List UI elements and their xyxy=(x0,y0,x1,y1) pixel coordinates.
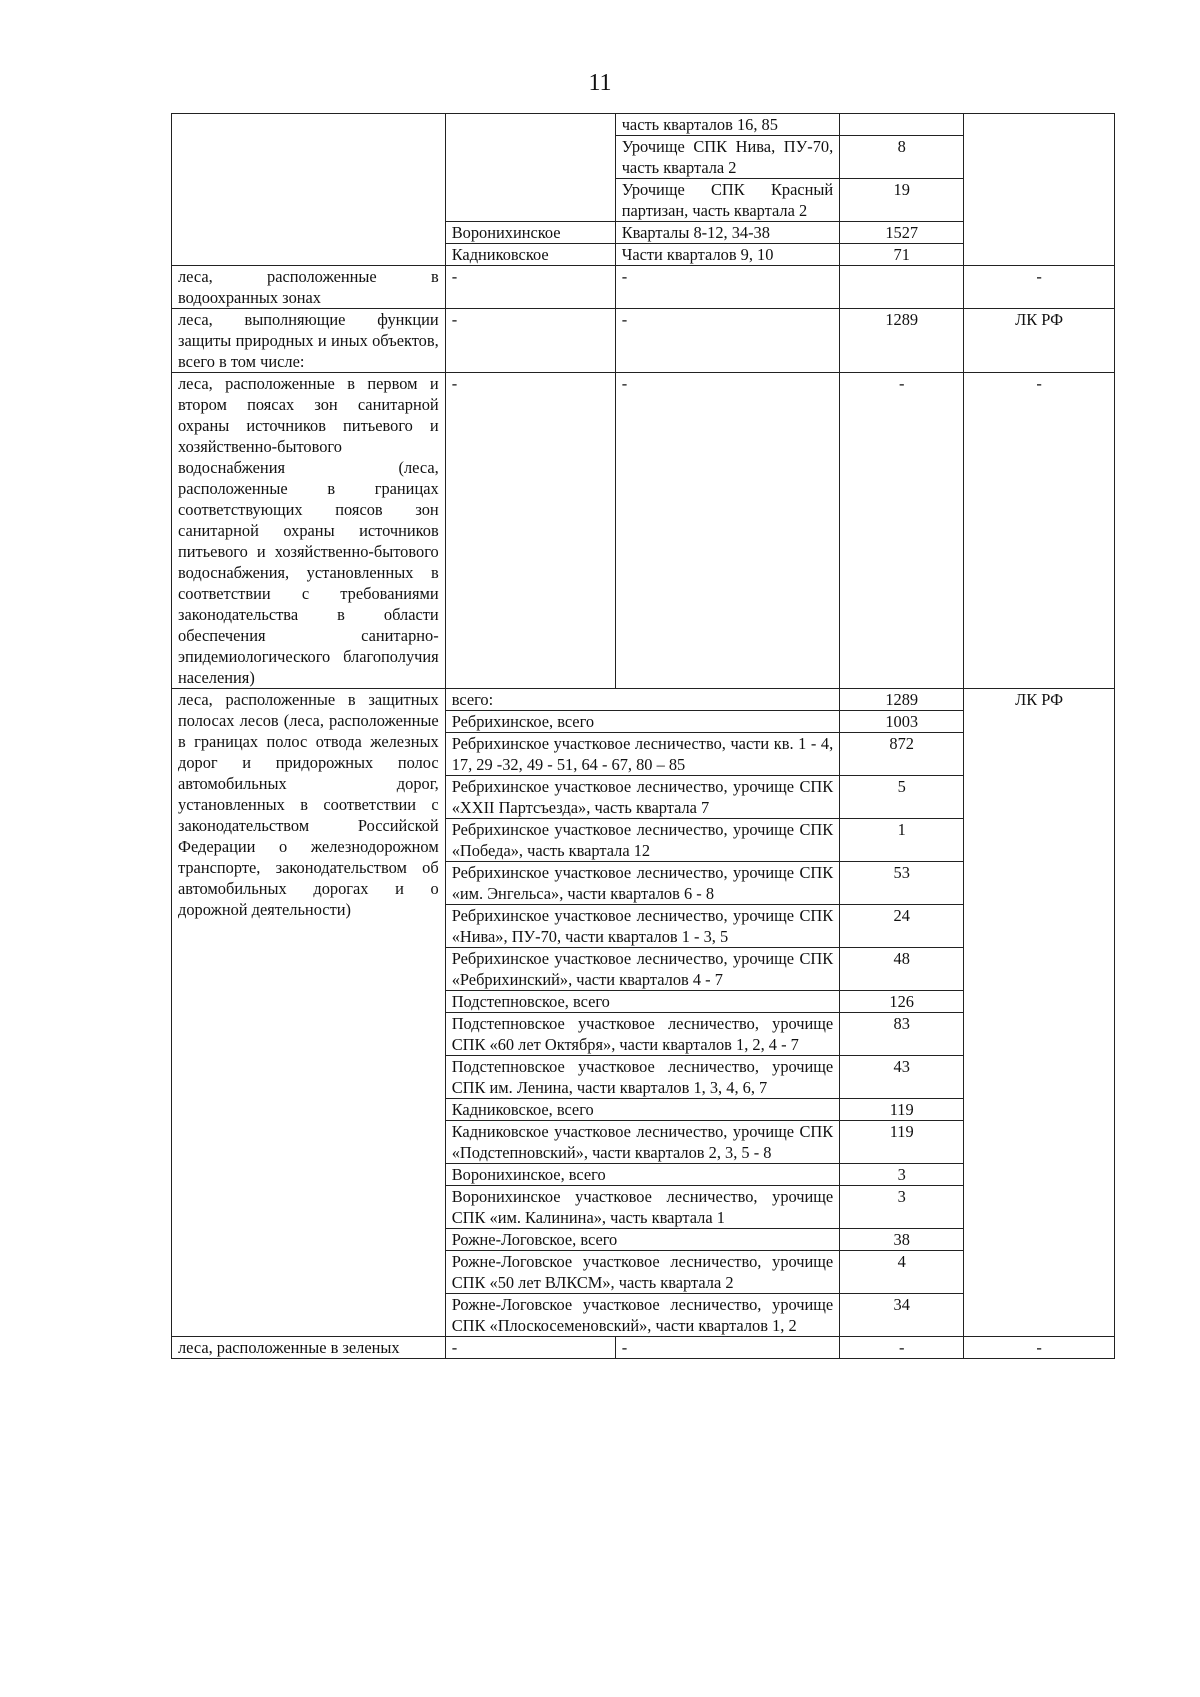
area-cell: 34 xyxy=(840,1294,964,1337)
forestry-cell: Кадниковское xyxy=(445,244,615,266)
area-cell: 119 xyxy=(840,1099,964,1121)
location-cell: Ребрихинское участковое лесничество, урочище СПК «XXII Партсъезда», часть квартала 7 xyxy=(445,776,840,819)
location-cell: - xyxy=(615,373,840,689)
location-cell: Рожне-Логовское, всего xyxy=(445,1229,840,1251)
area-cell: 8 xyxy=(840,136,964,179)
area-cell xyxy=(840,266,964,309)
location-cell: Урочище СПК Нива, ПУ-70, часть квартала 2 xyxy=(615,136,840,179)
forestry-cell: - xyxy=(445,373,615,689)
area-cell: 1003 xyxy=(840,711,964,733)
location-cell: Ребрихинское, всего xyxy=(445,711,840,733)
basis-cell: - xyxy=(964,266,1115,309)
location-cell: Ребрихинское участковое лесничество, части кв. 1 - 4, 17, 29 -32, 49 - 51, 64 - 67, 80 – 85 xyxy=(445,733,840,776)
location-cell: Кадниковское участковое лесничество, урочище СПК «Подстепновский», части кварталов 2, 3, 5 - 8 xyxy=(445,1121,840,1164)
area-cell: 3 xyxy=(840,1186,964,1229)
area-cell: 1 xyxy=(840,819,964,862)
location-cell: - xyxy=(615,1337,840,1359)
category-cell: леса, расположенные в защитных полосах лесов (леса, расположенные в границах полос отвода железных дорог и придорожных полос автомобильных дорог, установленных в соответствии с законодательством Российской Федерации о железнодорожном транспорте, законодательством об автомобильных дорогах и о дорожной деятельности) xyxy=(172,689,446,1337)
forestry-cell: - xyxy=(445,309,615,373)
basis-cell: ЛК РФ xyxy=(964,689,1115,1337)
location-cell: Ребрихинское участковое лесничество, урочище СПК «Ребрихинский», части кварталов 4 - 7 xyxy=(445,948,840,991)
location-cell: Подстепновское участковое лесничество, урочище СПК им. Ленина, части кварталов 1, 3, 4, 6, 7 xyxy=(445,1056,840,1099)
location-cell: Ребрихинское участковое лесничество, урочище СПК «им. Энгельса», части кварталов 6 - 8 xyxy=(445,862,840,905)
location-cell: Кварталы 8-12, 34-38 xyxy=(615,222,840,244)
location-cell: Подстепновское, всего xyxy=(445,991,840,1013)
location-cell: часть кварталов 16, 85 xyxy=(615,114,840,136)
forestry-cell-empty xyxy=(445,114,615,222)
table-row xyxy=(172,689,1115,711)
table-row xyxy=(172,309,1115,373)
area-cell: 126 xyxy=(840,991,964,1013)
area-cell: 872 xyxy=(840,733,964,776)
area-cell: 48 xyxy=(840,948,964,991)
table-row xyxy=(172,114,1115,136)
area-cell: 3 xyxy=(840,1164,964,1186)
area-cell: 119 xyxy=(840,1121,964,1164)
area-cell: 5 xyxy=(840,776,964,819)
area-cell: 43 xyxy=(840,1056,964,1099)
area-cell: 24 xyxy=(840,905,964,948)
location-cell: Ребрихинское участковое лесничество, урочище СПК «Победа», часть квартала 12 xyxy=(445,819,840,862)
area-cell: 1289 xyxy=(840,689,964,711)
location-cell: - xyxy=(615,266,840,309)
location-cell: Урочище СПК Красный партизан, часть квартала 2 xyxy=(615,179,840,222)
forestry-cell: - xyxy=(445,1337,615,1359)
category-cell: леса, расположенные в первом и втором поясах зон санитарной охраны источников питьевого и хозяйственно-бытового водоснабжения (леса, расположенные в границах соответствующих поясов зон санитарной охраны источников питьевого и хозяйственно-бытового водоснабжения, установленных в соответствии с требованиями законодательства в области обеспечения санитарно-эпидемиологического благополучия населения) xyxy=(172,373,446,689)
forestry-cell: - xyxy=(445,266,615,309)
area-cell: - xyxy=(840,373,964,689)
basis-cell: - xyxy=(964,1337,1115,1359)
location-cell: Воронихинское, всего xyxy=(445,1164,840,1186)
page-number: 11 xyxy=(588,70,612,96)
forest-category-table xyxy=(171,113,1115,1359)
basis-cell: - xyxy=(964,373,1115,689)
table-row xyxy=(172,373,1115,689)
area-cell: - xyxy=(840,1337,964,1359)
area-cell: 19 xyxy=(840,179,964,222)
location-cell: Рожне-Логовское участковое лесничество, урочище СПК «50 лет ВЛКСМ», часть квартала 2 xyxy=(445,1251,840,1294)
location-cell: Кадниковское, всего xyxy=(445,1099,840,1121)
area-cell: 83 xyxy=(840,1013,964,1056)
location-cell: Рожне-Логовское участковое лесничество, урочище СПК «Плоскосеменовский», части кварталов 1, 2 xyxy=(445,1294,840,1337)
location-cell: Воронихинское участковое лесничество, урочище СПК «им. Калинина», часть квартала 1 xyxy=(445,1186,840,1229)
area-cell: 53 xyxy=(840,862,964,905)
location-cell: Подстепновское участковое лесничество, урочище СПК «60 лет Октября», части кварталов 1, 2, 4 - 7 xyxy=(445,1013,840,1056)
area-cell: 1527 xyxy=(840,222,964,244)
area-cell: 38 xyxy=(840,1229,964,1251)
basis-cell-empty xyxy=(964,114,1115,266)
category-cell-empty xyxy=(172,114,446,266)
location-cell: - xyxy=(615,309,840,373)
category-cell: леса, расположенные в зеленых xyxy=(172,1337,446,1359)
location-cell: всего: xyxy=(445,689,840,711)
table-row xyxy=(172,266,1115,309)
area-cell: 4 xyxy=(840,1251,964,1294)
category-cell: леса, выполняющие функции защиты природных и иных объектов, всего в том числе: xyxy=(172,309,446,373)
location-cell: Ребрихинское участковое лесничество, урочище СПК «Нива», ПУ-70, части кварталов 1 - 3, 5 xyxy=(445,905,840,948)
area-cell: 1289 xyxy=(840,309,964,373)
area-cell: 71 xyxy=(840,244,964,266)
area-cell xyxy=(840,114,964,136)
forestry-cell: Воронихинское xyxy=(445,222,615,244)
table-row xyxy=(172,1337,1115,1359)
category-cell: леса, расположенные в водоохранных зонах xyxy=(172,266,446,309)
basis-cell: ЛК РФ xyxy=(964,309,1115,373)
location-cell: Части кварталов 9, 10 xyxy=(615,244,840,266)
